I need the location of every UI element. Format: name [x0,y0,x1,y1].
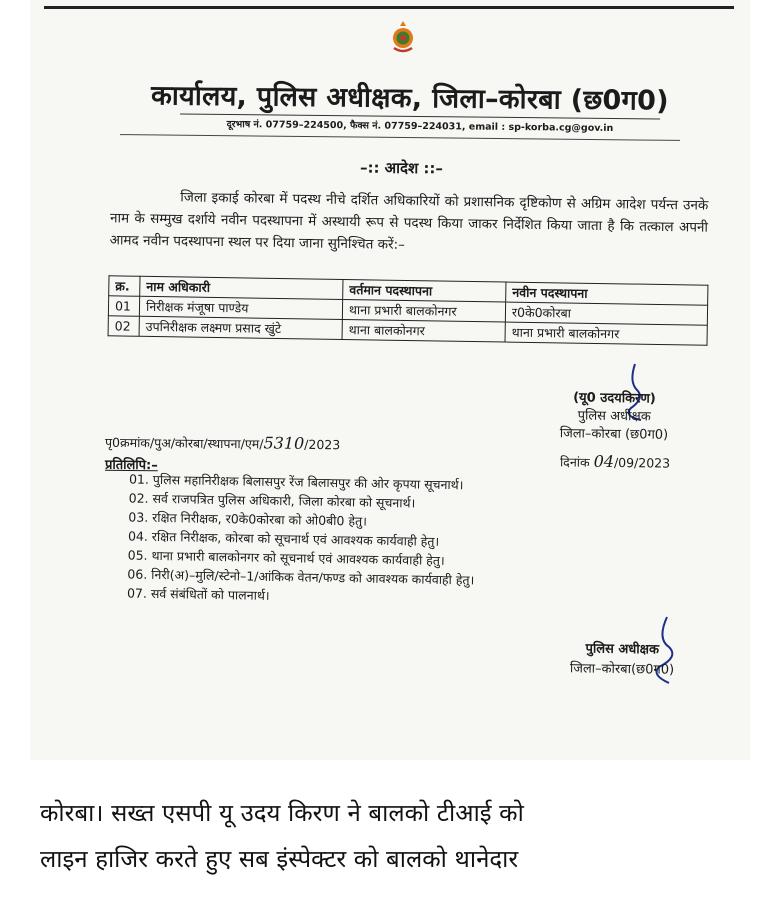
signatory2-designation: पुलिस अधीक्षक [585,641,660,658]
cell-new-posting: थाना प्रभारी बालकोनगर [505,322,707,345]
signatory2-district: जिला–कोरबा(छ0ग0) [569,661,675,678]
header-serial: क्र. [109,276,140,296]
cell-current-posting: थाना प्रभारी बालकोनगर [342,299,505,322]
caption-line-1: कोरबा। सख्त एसपी यू उदय किरण ने बालको टीआई को [40,799,524,827]
signatory-designation: पुलिस अधीक्षक [577,408,651,425]
date-day: 04 [593,451,615,471]
header-divider [120,134,680,141]
cell-current-posting: थाना बालकोनगर [342,319,505,342]
date-line [560,451,670,471]
cell-new-posting: र0के0कोरबा [505,302,707,325]
top-border-line [44,6,734,9]
posting-table [108,275,709,345]
list-item: 01. पुलिस महानिरीक्षक बिलासपुर रेंज बिलासपुर की ओर कृपया सूचनार्थ। [128,471,464,493]
police-emblem-icon [388,20,418,56]
list-item: 07. सर्व संबंधितों को पालनार्थ। [126,585,270,603]
order-body-text: जिला इकाई कोरबा में पदस्थ नीचे दर्शित अधिकारियों को प्रशासनिक दृष्टिकोण से अग्रिम आदेश पर्यन्त उनके नाम के सम्मुख दर्शाये नवीन पदस्थापना में अस्थायी रूप से पदस्थ किया जाकर निर्देशित किया जाता है कि तत्काल अपनी आमद नवीन पदस्थापना स्थल पर दिया जाना सुनिश्चित करें:– [109,189,709,253]
list-item: 02. सर्व राजपत्रित पुलिस अधिकारी, जिला कोरबा को सूचनार्थ। [128,490,416,511]
office-title: कार्यालय, पुलिस अधीक्षक, जिला–कोरबा (छ0ग0) [150,80,670,117]
cell-serial: 02 [108,316,139,336]
list-item: 03. रक्षित निरीक्षक, र0के0कोरबा को ओ0बी0 हेतु। [128,509,368,529]
cell-serial: 01 [108,296,139,316]
header-new-posting: नवीन पदस्थापना [506,282,708,305]
news-caption [40,790,740,882]
header-officer-name: नाम अधिकारी [140,276,343,299]
header-current-posting: वर्तमान पदस्थापना [343,279,506,302]
cell-officer-name: निरीक्षक मंजूषा पाण्डेय [139,296,342,319]
caption-line-2: लाइन हाजिर करते हुए सब इंस्पेक्टर को बालको थानेदार [40,845,519,873]
reference-number-line [105,432,340,453]
order-heading: –:: आदेश ::– [359,158,444,178]
copy-list [127,469,649,611]
scanned-order-document [30,0,750,760]
signature-block [560,389,669,445]
contact-line: दूरभाष नं. 07759–224500, फैक्स नं. 07759–224031, email : sp-korba.cg@gov.in [180,113,660,134]
signatory-name: (यू0 उदयकिरण) [573,390,656,407]
date-rest: /09/2023 [613,454,671,471]
copy-heading: प्रतिलिपि:– [104,457,158,474]
list-item: 05. थाना प्रभारी बालकोनगर को सूचनार्थ एवं आवश्यक कार्यवाही हेतु। [127,547,445,568]
list-item: 04. रक्षित निरीक्षक, कोरबा को सूचनार्थ एवं आवश्यक कार्यवाही हेतु। [127,528,440,549]
cell-officer-name: उपनिरीक्षक लक्ष्मण प्रसाद खुंटे [139,316,342,339]
reference-year: /2023 [304,436,341,453]
signatory-district: जिला–कोरबा (छ0ग0) [559,426,669,443]
reference-number: 5310 [263,433,305,453]
list-item: 06. निरी(अ)–मुलि/स्टेनो–1/आंकिक वेतन/फण्ड को आवश्यक कार्यवाही हेतु। [127,566,475,588]
date-prefix: दिनांक [559,454,590,470]
reference-prefix: पृ0क्रमांक/पुअ/कोरबा/स्थापना/एम/ [104,434,264,452]
signature-block-2 [570,639,675,680]
